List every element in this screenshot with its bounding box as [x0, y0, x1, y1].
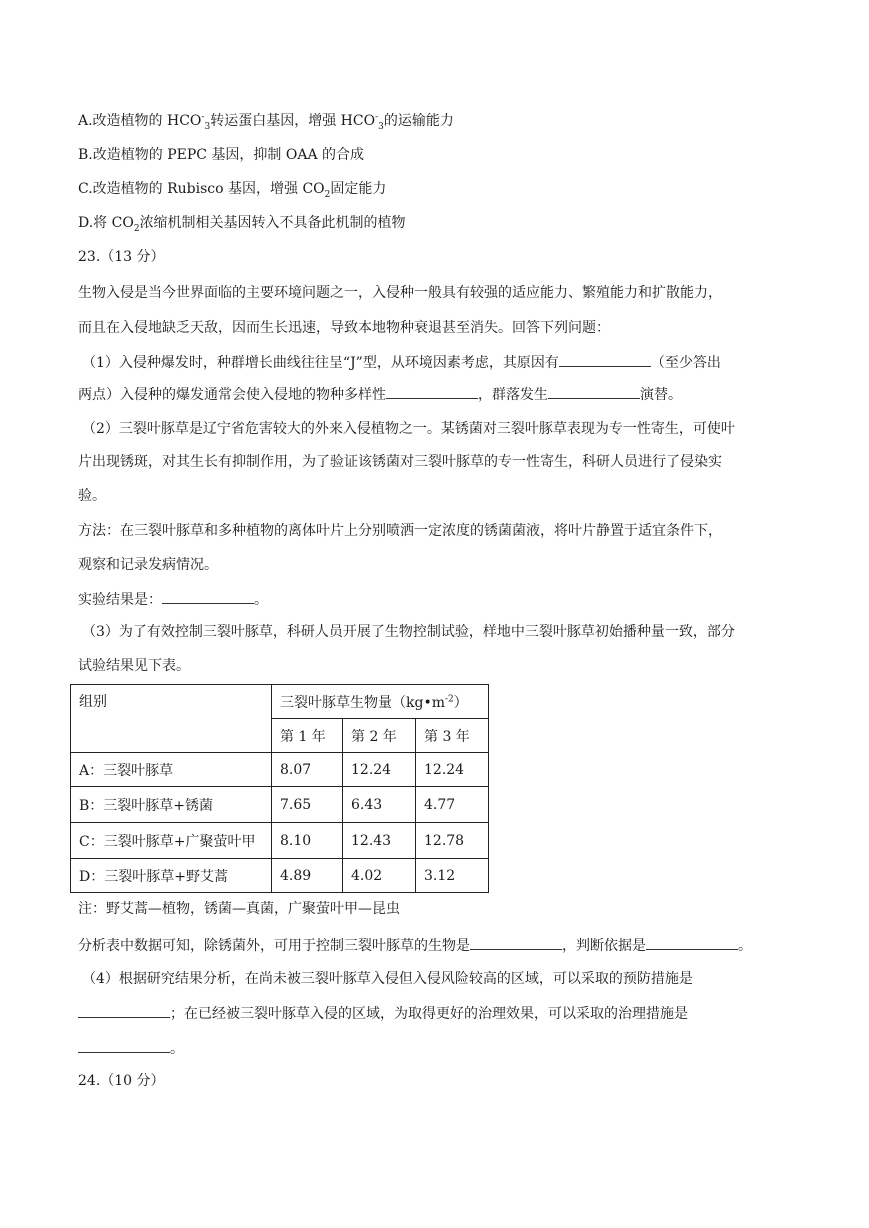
q23-sub3-line1: （3）为了有效控制三裂叶豚草，科研人员开展了生物控制试验，样地中三裂叶豚草初始播种量一致，部分 [82, 624, 735, 640]
table-cell: 4.02 [343, 859, 416, 893]
table-cell: 3.12 [416, 859, 489, 893]
q23-sub4-line2: ；在已经被三裂叶豚草入侵的区域，为取得更好的治理效果，可以采取的治理措施是 [78, 1003, 688, 1024]
q23-sub2-line2: 片出现锈斑，对其生长有抑制作用，为了验证该锈菌对三裂叶豚草的专一性寄生，科研人员进行了侵染实 [78, 454, 722, 470]
table-cell: 12.24 [343, 753, 416, 787]
answer-blank[interactable] [162, 589, 254, 604]
table-header-year: 第 2 年 [343, 719, 416, 753]
table-cell-group: A：三裂叶豚草 [71, 753, 272, 787]
q23-intro-line2: 而且在入侵地缺乏天敌，因而生长迅速，导致本地物种衰退甚至消失。回答下列问题： [78, 320, 610, 336]
option-d: D.将 $CO_2$浓缩机制相关基因转入不具备此机制的植物 [78, 215, 406, 234]
table-row [71, 859, 489, 893]
table-note: 注：野艾蒿—植物，锈菌—真菌，广聚萤叶甲—昆虫 [78, 901, 400, 917]
q23-method-line2: 观察和记录发病情况。 [78, 557, 218, 573]
answer-blank[interactable] [386, 384, 478, 399]
table-cell: 7.65 [272, 787, 343, 823]
table-cell-group: D：三裂叶豚草+野艾蒿 [71, 859, 272, 893]
table-header-year: 第 1 年 [272, 719, 343, 753]
table-cell: 12.78 [416, 823, 489, 859]
table-cell-group: B：三裂叶豚草+锈菌 [71, 787, 272, 823]
table-cell: 12.43 [343, 823, 416, 859]
q23-intro-line1: 生物入侵是当今世界面临的主要环境问题之一，入侵种一般具有较强的适应能力、繁殖能力和扩散能力， [78, 285, 722, 301]
biomass-table [70, 684, 489, 893]
q23-header: 23.（13 分） [78, 249, 165, 265]
table-cell-group: C：三裂叶豚草+广聚萤叶甲 [71, 823, 272, 859]
q23-sub4-line3: 。 [78, 1038, 184, 1059]
table-header-group: 组别 [71, 685, 272, 753]
option-a: A.改造植物的 $HCO^-_3$转运蛋白基因，增强 $HCO^-_3$的运输能力 [78, 112, 454, 132]
q24-header: 24.（10 分） [78, 1073, 165, 1089]
answer-blank[interactable] [470, 935, 562, 950]
q23-method-line1: 方法：在三裂叶豚草和多种植物的离体叶片上分别喷洒一定浓度的锈菌菌液，将叶片静置于适宜条件下， [78, 523, 722, 539]
answer-blank[interactable] [78, 1003, 170, 1018]
option-c: C.改造植物的 Rubisco 基因，增强 $CO_2$固定能力 [78, 181, 387, 200]
q23-result-line: 实验结果是： 。 [78, 589, 268, 610]
q23-sub2-line3: 验。 [78, 488, 106, 504]
answer-blank[interactable] [78, 1038, 170, 1053]
q23-analysis-line: 分析表中数据可知，除锈菌外，可用于控制三裂叶豚草的生物是 ，判断依据是 。 [78, 935, 752, 956]
table-row [71, 787, 489, 823]
q23-sub1-line1: （1）入侵种爆发时，种群增长曲线往往呈“J”型，从环境因素考虑，其原因有 （至少答出 [82, 352, 721, 373]
q23-sub2-line1: （2）三裂叶豚草是辽宁省危害较大的外来入侵植物之一。某锈菌对三裂叶豚草表现为专一性寄生，可使叶 [82, 421, 735, 437]
table-header-year: 第 3 年 [416, 719, 489, 753]
table-cell: 4.77 [416, 787, 489, 823]
table-header-biomass: 三裂叶豚草生物量$(kg•m^{-2})$ [272, 685, 489, 719]
table-row [71, 753, 489, 787]
table-cell: 4.89 [272, 859, 343, 893]
table-cell: 6.43 [343, 787, 416, 823]
answer-blank[interactable] [548, 384, 640, 399]
table-cell: 12.24 [416, 753, 489, 787]
q23-sub4-line1: （4）根据研究结果分析，在尚未被三裂叶豚草入侵但入侵风险较高的区域，可以采取的预防措施是 [82, 971, 693, 987]
answer-blank[interactable] [646, 935, 738, 950]
table-cell: 8.10 [272, 823, 343, 859]
table-cell: 8.07 [272, 753, 343, 787]
option-b: B.改造植物的 PEPC 基因，抑制 OAA 的合成 [78, 147, 365, 163]
table-row [71, 823, 489, 859]
q23-sub1-line2: 两点）入侵种的爆发通常会使入侵地的物种多样性 ，群落发生 演替。 [78, 384, 682, 405]
q23-sub3-line2: 试验结果见下表。 [78, 658, 190, 674]
answer-blank[interactable] [559, 352, 651, 367]
